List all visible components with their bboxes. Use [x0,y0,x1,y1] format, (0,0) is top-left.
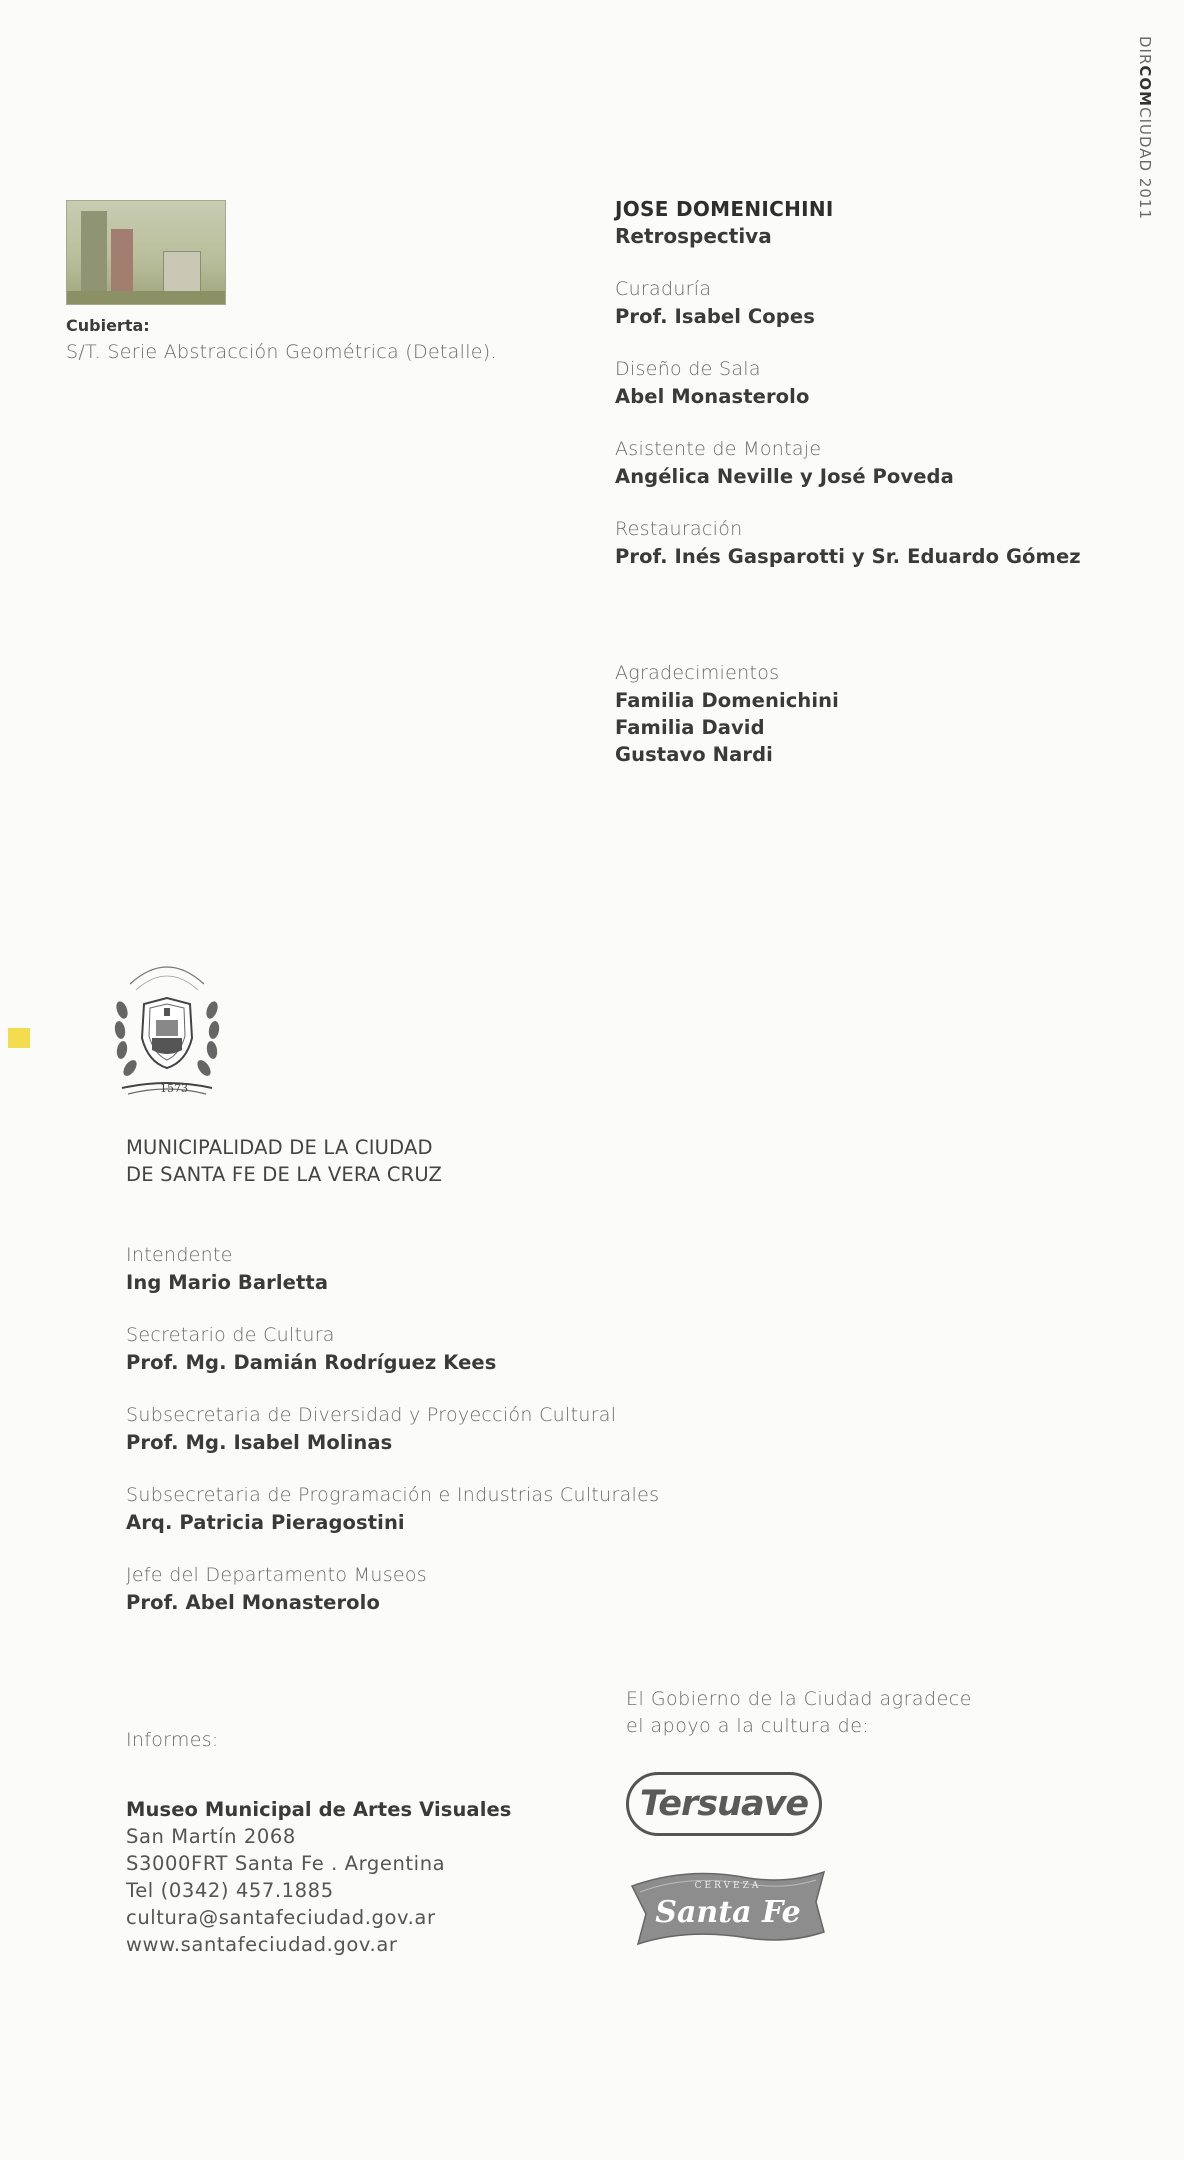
municipality-name: MUNICIPALIDAD DE LA CIUDAD DE SANTA FE DE LA VERA CRUZ [126,1136,443,1186]
svg-text:1573: 1573 [160,1082,188,1095]
svg-text:CERVEZA: CERVEZA [694,1881,762,1891]
museum-name: Museo Municipal de Artes Visuales [126,1798,512,1821]
sponsor-note: El Gobierno de la Ciudad agradece el apoyo a la cultura de: [626,1688,972,1737]
thanks-name: Familia Domenichini [615,689,839,712]
exhibition-credits [615,196,1081,596]
tersuave-logo: Tersuave [626,1772,822,1836]
acknowledgements-label: Agradecimientos [615,662,780,684]
cover-description: S/T. Serie Abstracción Geométrica (Detalle). [66,341,497,363]
government-officials [126,1242,659,1642]
credit-restauracion: Restauración Prof. Inés Gasparotti y Sr. Eduardo Gómez [615,518,1081,568]
exhibition-title: JOSE DOMENICHINI [615,197,834,221]
municipal-crest-icon [108,950,226,1102]
official-item: Intendente Ing Mario Barletta [126,1244,329,1294]
credit-diseno-sala: Diseño de Sala Abel Monasterolo [615,358,810,408]
edge-code: DIRCOMCIUDAD 2011 [1136,36,1154,221]
credit-curaduria: Curaduría Prof. Isabel Copes [615,278,815,328]
acknowledgements [615,660,839,768]
contact-info [126,1796,512,1958]
email-link[interactable]: cultura@santafeciudad.gov.ar [126,1906,436,1929]
cerveza-santa-fe-logo [628,1862,828,1952]
yellow-marker [8,1028,30,1048]
cover-thumbnail [66,200,226,305]
cover-label: Cubierta: [66,316,150,335]
official-item: Secretario de Cultura Prof. Mg. Damián Rodríguez Kees [126,1324,497,1374]
address: San Martín 2068 [126,1825,296,1848]
svg-text:Santa Fe: Santa Fe [655,1895,801,1930]
exhibition-subtitle: Retrospectiva [615,224,772,248]
official-item: Subsecretaria de Diversidad y Proyección Cultural Prof. Mg. Isabel Molinas [126,1404,617,1454]
city: S3000FRT Santa Fe . Argentina [126,1852,446,1875]
official-item: Jefe del Departamento Museos Prof. Abel Monasterolo [126,1564,428,1614]
thanks-name: Familia David [615,716,765,739]
website-link[interactable]: www.santafeciudad.gov.ar [126,1933,398,1956]
phone: Tel (0342) 457.1885 [126,1879,334,1902]
informes-label: Informes: [126,1729,219,1751]
credit-montaje: Asistente de Montaje Angélica Neville y José Poveda [615,438,954,488]
official-item: Subsecretaria de Programación e Industrias Culturales Arq. Patricia Pieragostini [126,1484,660,1534]
thanks-name: Gustavo Nardi [615,743,773,766]
